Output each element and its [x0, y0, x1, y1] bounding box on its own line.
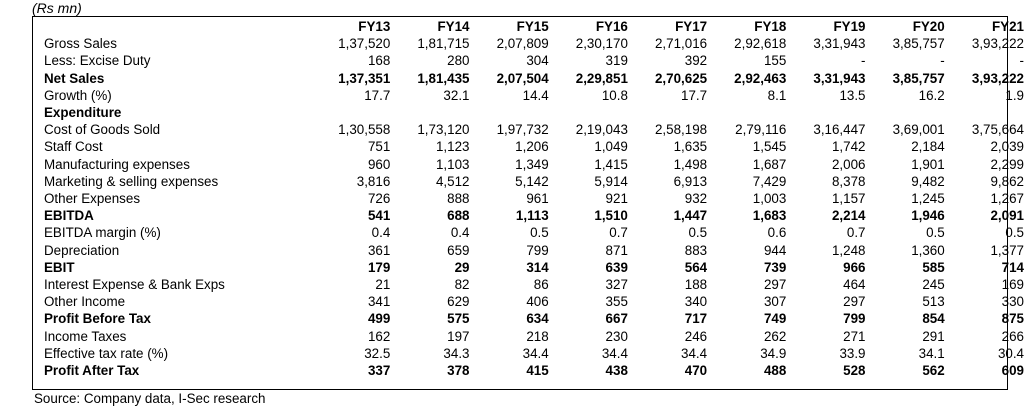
table-cell: 355 [605, 294, 628, 310]
row-label: Gross Sales [44, 36, 117, 52]
table-cell: 0.4 [371, 225, 391, 241]
table-cell: 5,914 [594, 173, 628, 189]
table-cell [390, 104, 469, 121]
column-header: FY15 [516, 19, 549, 34]
table-cell: 528 [843, 363, 866, 379]
table-cell: 1,377 [990, 242, 1024, 258]
table-cell: 2,19,043 [575, 122, 628, 138]
table-cell: 1,81,435 [417, 70, 470, 86]
table-cell: 34.3 [443, 345, 470, 361]
table-cell: 499 [367, 311, 391, 327]
table-cell: 82 [454, 277, 470, 293]
table-cell: 739 [763, 259, 787, 275]
header-row [44, 18, 1024, 35]
table-cell: 1,267 [990, 191, 1024, 207]
table-cell [945, 104, 1024, 121]
table-cell: 1,30,558 [338, 122, 391, 138]
row-label: Effective tax rate (%) [44, 345, 169, 361]
table-cell: 3,93,222 [971, 70, 1024, 86]
table-cell: 688 [447, 208, 470, 224]
table-cell: 17.7 [681, 87, 708, 103]
table-row [44, 52, 1024, 69]
table-cell: 2,79,116 [735, 122, 787, 138]
row-label: Profit After Tax [44, 363, 140, 379]
source-note: Source: Company data, I-Sec research [34, 391, 266, 406]
table-cell: 415 [526, 363, 549, 379]
table-cell: 3,69,001 [892, 122, 945, 138]
table-cell: 86 [533, 277, 549, 293]
table-cell: 726 [367, 191, 391, 207]
table-row [44, 190, 1024, 207]
table-cell: 541 [367, 208, 391, 224]
table-cell [469, 104, 548, 121]
table-row [44, 345, 1024, 362]
table-cell: 2,214 [831, 208, 866, 224]
financial-table [44, 18, 1024, 379]
table-cell: 609 [1001, 363, 1024, 379]
row-label: EBITDA [44, 208, 94, 224]
table-cell: 21 [375, 277, 391, 293]
table-cell: 966 [843, 259, 866, 275]
unit-label: (Rs mn) [32, 0, 82, 16]
table-cell: 1,349 [515, 156, 549, 172]
table-cell: 1,510 [594, 208, 628, 224]
table-cell [628, 104, 707, 121]
table-cell: 3,85,757 [892, 36, 945, 52]
column-header: FY21 [991, 19, 1024, 34]
column-header: FY17 [675, 19, 708, 34]
table-cell: 245 [922, 277, 945, 293]
table-cell: 714 [1001, 259, 1024, 275]
table-cell: 1,73,120 [417, 122, 470, 138]
column-header: FY20 [912, 19, 945, 34]
table-cell: 1,245 [911, 191, 945, 207]
table-cell: 0.7 [846, 225, 866, 241]
table-cell: 0.5 [530, 225, 549, 241]
table-cell: 2,091 [990, 208, 1024, 224]
table-cell: 291 [922, 328, 945, 344]
row-label: Profit Before Tax [44, 311, 151, 327]
table-cell: 2,07,504 [496, 70, 549, 86]
table-cell: 2,07,809 [496, 36, 549, 52]
table-row [44, 328, 1024, 345]
table-cell: 0.5 [1005, 225, 1024, 241]
table-cell: 33.9 [839, 345, 866, 361]
table-cell: 341 [367, 294, 391, 310]
table-row [44, 293, 1024, 310]
table-row [44, 104, 1024, 121]
table-cell: 1,81,715 [417, 36, 470, 52]
table-cell: 30.4 [997, 345, 1024, 361]
table-cell: 2,184 [911, 139, 945, 155]
table-cell [311, 104, 390, 121]
table-cell: 1,447 [673, 208, 708, 224]
table-cell: 5,142 [515, 173, 549, 189]
table-cell: 218 [526, 328, 549, 344]
table-cell: 667 [605, 311, 628, 327]
table-cell: 34.4 [681, 345, 708, 361]
row-label: Net Sales [44, 70, 105, 86]
table-body [44, 35, 1024, 379]
row-label: Cost of Goods Sold [44, 122, 161, 138]
table-cell: 271 [843, 328, 866, 344]
table-cell: 659 [447, 242, 470, 258]
table-row [44, 242, 1024, 259]
table-cell: 162 [367, 328, 391, 344]
table-cell: 34.4 [522, 345, 549, 361]
table-cell: 6,913 [673, 173, 708, 189]
row-label: Manufacturing expenses [44, 156, 190, 172]
table-cell: 1,683 [752, 208, 787, 224]
table-cell: 34.1 [918, 345, 945, 361]
column-header: FY14 [437, 19, 470, 34]
table-cell: 2,70,625 [654, 70, 708, 86]
table-cell: 883 [684, 242, 708, 258]
table-cell: 1,37,520 [338, 36, 391, 52]
table-cell: 1,946 [911, 208, 945, 224]
table-cell: 13.5 [839, 87, 866, 103]
table-cell: 1,901 [911, 156, 945, 172]
table-cell: 575 [447, 311, 470, 327]
table-row [44, 70, 1024, 87]
column-header: FY18 [754, 19, 787, 34]
row-label: Other Income [44, 294, 126, 310]
table-cell: 1,113 [515, 208, 549, 224]
table-cell: 799 [843, 311, 866, 327]
row-label: EBIT [44, 259, 75, 275]
table-cell: 0.5 [688, 225, 708, 241]
table-cell: 1,742 [831, 139, 866, 155]
table-cell: 327 [605, 277, 628, 293]
table-cell: 297 [763, 277, 787, 293]
table-cell: 34.9 [760, 345, 787, 361]
table-cell [786, 104, 865, 121]
table-cell: 406 [526, 294, 549, 310]
table-cell: 155 [763, 53, 787, 69]
table-cell: 266 [1001, 328, 1024, 344]
table-cell: 2,039 [990, 139, 1024, 155]
table-cell: 1,049 [594, 139, 628, 155]
table-row [44, 35, 1024, 52]
table-cell: 799 [526, 242, 549, 258]
table-cell: 562 [922, 363, 945, 379]
table-cell: 585 [922, 259, 945, 275]
table-cell: 1,415 [594, 156, 628, 172]
table-cell: 932 [684, 191, 708, 207]
table-cell: 1,545 [752, 139, 787, 155]
table-cell: 3,31,943 [813, 36, 866, 52]
table-cell: 10.8 [601, 87, 628, 103]
table-cell: 2,299 [990, 156, 1024, 172]
table-cell: 14.4 [522, 87, 549, 103]
column-header: FY16 [595, 19, 628, 34]
table-cell: 488 [763, 363, 787, 379]
table-cell: 1,248 [831, 242, 866, 258]
table-cell: 888 [447, 191, 470, 207]
table-cell: 1,123 [435, 139, 470, 155]
table-cell: - [1019, 53, 1024, 69]
table-cell: 1,687 [752, 156, 787, 172]
row-label: Less: Excise Duty [44, 53, 151, 69]
table-cell: 1,103 [435, 156, 470, 172]
table-cell: 1,003 [752, 191, 787, 207]
table-cell: 297 [843, 294, 866, 310]
table-cell: 262 [763, 328, 787, 344]
table-row [44, 121, 1024, 138]
table-cell: 749 [763, 311, 787, 327]
table-cell: 32.5 [364, 345, 391, 361]
row-label: Growth (%) [44, 87, 112, 103]
table-cell: 0.6 [767, 225, 787, 241]
table-cell: 330 [1001, 294, 1024, 310]
table-cell: 944 [763, 242, 787, 258]
table-cell: 1,635 [673, 139, 708, 155]
table-cell: 3,16,447 [813, 122, 866, 138]
table-cell: 921 [605, 191, 628, 207]
table-cell: 875 [1001, 311, 1024, 327]
table-cell: 9,862 [990, 173, 1024, 189]
row-label: Staff Cost [44, 139, 103, 155]
row-label: EBITDA margin (%) [44, 225, 161, 241]
table-cell: 1.9 [1005, 87, 1024, 103]
table-cell: 230 [605, 328, 628, 344]
table-row [44, 138, 1024, 155]
table-cell: 564 [684, 259, 708, 275]
column-header: FY19 [833, 19, 866, 34]
table-cell: 639 [605, 259, 628, 275]
table-cell: 7,429 [752, 173, 787, 189]
table-cell: 2,71,016 [654, 36, 708, 52]
table-cell: 2,92,618 [734, 36, 787, 52]
row-label: Interest Expense & Bank Exps [44, 277, 225, 293]
table-row [44, 362, 1024, 379]
table-cell: 179 [367, 259, 391, 275]
table-cell: 280 [447, 53, 470, 69]
table-cell: 17.7 [364, 87, 391, 103]
table-cell: 197 [447, 328, 470, 344]
table-cell: 314 [526, 259, 549, 275]
table-cell: 513 [922, 294, 945, 310]
table-cell: 188 [684, 277, 708, 293]
table-cell: 29 [454, 259, 470, 275]
table-cell: 0.5 [926, 225, 945, 241]
table-cell: 304 [526, 53, 549, 69]
table-cell: 960 [367, 156, 391, 172]
table-cell: 871 [605, 242, 628, 258]
table-row [44, 156, 1024, 173]
table-row [44, 87, 1024, 104]
table-cell [549, 104, 628, 121]
table-cell: 392 [684, 53, 708, 69]
table-cell: 361 [367, 242, 391, 258]
table-cell: 1,157 [831, 191, 866, 207]
table-cell: 4,512 [435, 173, 470, 189]
table-cell: 3,85,757 [892, 70, 945, 86]
table-cell: 3,93,222 [971, 36, 1024, 52]
table-cell: 9,482 [911, 173, 945, 189]
table-row [44, 207, 1024, 224]
table-cell: 2,30,170 [575, 36, 628, 52]
row-label: Depreciation [44, 242, 120, 258]
table-cell: 337 [367, 363, 391, 379]
table-cell: 470 [684, 363, 708, 379]
table-cell: 0.7 [609, 225, 628, 241]
table-row [44, 173, 1024, 190]
table-cell: 8,378 [831, 173, 866, 189]
table-cell: 634 [526, 311, 549, 327]
table-row [44, 259, 1024, 276]
table-cell: 3,816 [356, 173, 391, 189]
table-cell: 1,37,351 [338, 70, 391, 86]
table-cell: 3,75,664 [971, 122, 1024, 138]
row-label: Other Expenses [44, 191, 141, 207]
row-label: Income Taxes [44, 328, 127, 344]
table-cell: 378 [447, 363, 470, 379]
table-cell: 464 [843, 277, 866, 293]
header-label-cell [44, 18, 311, 35]
table-cell: 1,498 [673, 156, 708, 172]
table-row [44, 276, 1024, 293]
table-row [44, 224, 1024, 241]
table-cell: 3,31,943 [813, 70, 866, 86]
table-cell: 2,29,851 [575, 70, 628, 86]
table-cell: 246 [684, 328, 708, 344]
table-cell: 751 [367, 139, 391, 155]
table-cell: 854 [922, 311, 945, 327]
table-cell: 340 [684, 294, 708, 310]
table-cell: 717 [684, 311, 708, 327]
table-cell: 2,58,198 [654, 122, 708, 138]
table-cell [707, 104, 786, 121]
table-cell: 2,92,463 [734, 70, 787, 86]
table-cell: 961 [526, 191, 549, 207]
table-cell: 34.4 [601, 345, 628, 361]
table-cell: 8.1 [767, 87, 787, 103]
table-cell: 319 [605, 53, 628, 69]
table-row [44, 310, 1024, 327]
table-cell [866, 104, 945, 121]
table-cell: 438 [605, 363, 628, 379]
row-label: Expenditure [44, 105, 122, 121]
column-header: FY13 [358, 19, 391, 34]
table-cell: 16.2 [918, 87, 945, 103]
table-cell: 169 [1001, 277, 1024, 293]
table-cell: 2,006 [831, 156, 866, 172]
table-cell: 1,97,732 [496, 122, 549, 138]
table-cell: 1,360 [911, 242, 945, 258]
row-label: Marketing & selling expenses [44, 173, 219, 189]
table-cell: 32.1 [443, 87, 470, 103]
table-cell: 1,206 [515, 139, 549, 155]
table-cell: 629 [447, 294, 470, 310]
table-cell: 0.4 [450, 225, 470, 241]
table-cell: - [861, 53, 866, 69]
table-cell: 307 [763, 294, 787, 310]
table-cell: - [940, 53, 945, 69]
table-cell: 168 [367, 53, 391, 69]
